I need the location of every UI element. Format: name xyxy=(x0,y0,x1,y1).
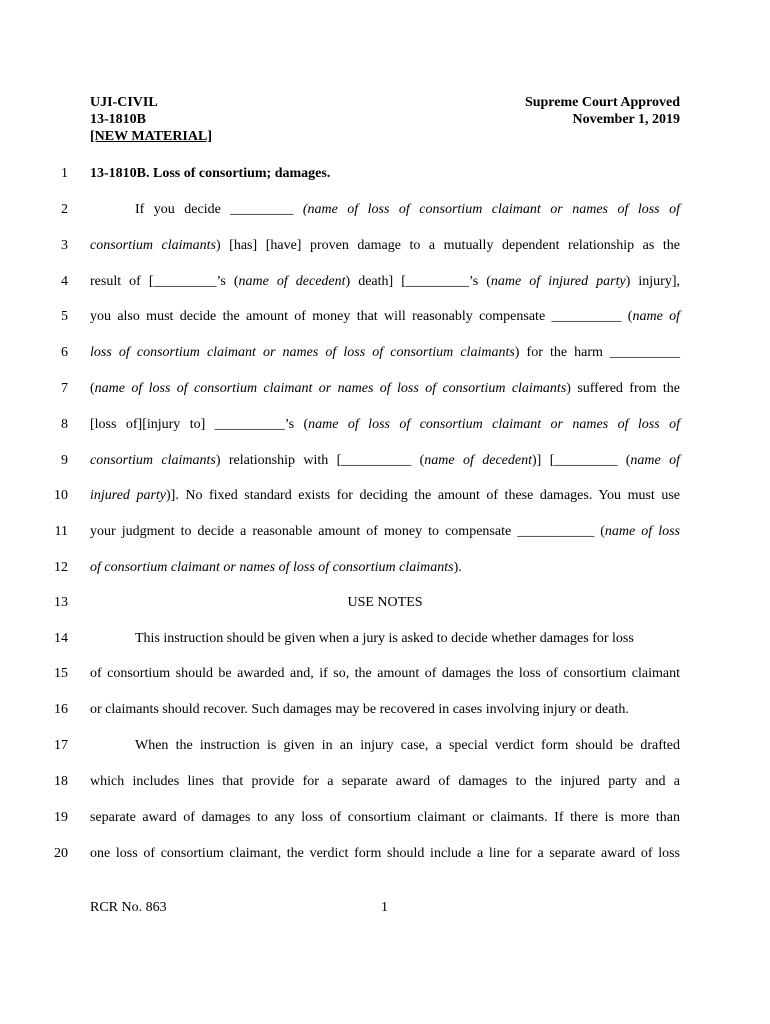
text-segment: ). xyxy=(453,560,462,575)
line-19 xyxy=(0,808,770,828)
line-number: 12 xyxy=(54,560,68,575)
text-segment: ) death] [_________’s ( xyxy=(345,274,491,289)
line-number: 13 xyxy=(54,595,68,610)
line-15 xyxy=(0,664,770,684)
line-text xyxy=(90,379,680,399)
italic-text: name of decedent xyxy=(238,274,346,289)
header-left xyxy=(90,94,212,145)
line-text xyxy=(90,664,680,684)
text-segment: If you decide _________ xyxy=(135,202,303,217)
line-number: 4 xyxy=(61,274,68,289)
line-number: 16 xyxy=(54,702,68,717)
line-number: 9 xyxy=(61,453,68,468)
text-segment: one loss of consortium claimant, the verdict form should include a line for a separate award of loss xyxy=(90,846,680,861)
italic-text: (name of loss of consortium claimant or names of loss of xyxy=(302,202,680,217)
line-number: 5 xyxy=(61,309,68,324)
line-text xyxy=(90,415,680,435)
italic-text: loss of consortium claimant or names of loss of consortium claimants xyxy=(90,345,515,360)
text-segment: This instruction should be given when a jury is asked to decide whether damages for loss xyxy=(135,631,634,646)
line-text xyxy=(90,307,680,327)
line-text xyxy=(90,808,680,828)
text-segment: 13-1810B. Loss of consortium; damages. xyxy=(90,166,331,181)
line-20 xyxy=(0,844,770,864)
italic-text: name of xyxy=(632,309,680,324)
italic-text: name of xyxy=(630,453,680,468)
italic-text: name of decedent xyxy=(424,453,532,468)
line-1 xyxy=(0,164,770,184)
text-segment: of consortium should be awarded and, if so, the amount of damages the loss of consortium claimant xyxy=(90,666,680,681)
rcr-number: RCR No. 863 xyxy=(90,900,167,915)
header-material: [NEW MATERIAL] xyxy=(90,129,212,144)
line-16 xyxy=(0,700,770,720)
italic-text: of consortium claimant or names of loss of consortium claimants xyxy=(90,560,454,575)
line-number: 3 xyxy=(61,238,68,253)
line-14 xyxy=(0,629,770,649)
line-13 xyxy=(0,593,770,613)
text-segment: ) [has] [have] proven damage to a mutually dependent relationship as the xyxy=(215,238,680,253)
line-number: 14 xyxy=(54,631,68,646)
text-segment: separate award of damages to any loss of consortium claimant or claimants. If there is more than xyxy=(90,810,680,825)
italic-text: name of loss of consortium claimant or names of loss of xyxy=(308,417,681,432)
line-number: 8 xyxy=(61,417,68,432)
line-text xyxy=(90,558,680,578)
line-text xyxy=(90,700,680,720)
line-11 xyxy=(0,522,770,542)
page-number: 1 xyxy=(381,900,388,915)
text-segment: ( xyxy=(90,381,95,396)
line-number: 10 xyxy=(54,488,68,503)
text-segment: )] [_________ ( xyxy=(532,453,631,468)
header-right xyxy=(525,94,680,128)
text-segment: [loss of][injury to] __________’s ( xyxy=(90,417,309,432)
line-10 xyxy=(0,486,770,506)
approval-title: Supreme Court Approved xyxy=(524,95,680,110)
line-number: 20 xyxy=(54,846,68,861)
italic-text: consortium claimants xyxy=(90,453,216,468)
line-text xyxy=(90,486,680,506)
line-17 xyxy=(0,736,770,756)
line-number: 2 xyxy=(61,202,68,217)
line-number: 1 xyxy=(61,166,68,181)
line-number: 17 xyxy=(54,738,68,753)
line-3 xyxy=(0,236,770,256)
line-text xyxy=(90,736,680,756)
italic-text: consortium claimants xyxy=(90,238,216,253)
text-segment: ) relationship with [__________ ( xyxy=(215,453,425,468)
line-text xyxy=(90,844,680,864)
line-number: 11 xyxy=(54,524,68,539)
line-6 xyxy=(0,343,770,363)
header-number: 13-1810B xyxy=(90,112,146,127)
line-text xyxy=(90,522,680,542)
text-segment: ) suffered from the xyxy=(566,381,680,396)
line-12 xyxy=(0,558,770,578)
text-segment: When the instruction is given in an injury case, a special verdict form should be drafted xyxy=(135,738,680,753)
italic-text: name of loss xyxy=(604,524,681,539)
italic-text: name of injured party xyxy=(490,274,626,289)
text-segment: your judgment to decide a reasonable amount of money to compensate ___________ ( xyxy=(90,524,605,539)
line-number: 6 xyxy=(61,345,68,360)
text-segment: or claimants should recover. Such damages may be recovered in cases involving injury or death. xyxy=(90,702,629,717)
text-segment: ) for the harm __________ xyxy=(514,345,680,360)
line-2 xyxy=(0,200,770,220)
approval-date: November 1, 2019 xyxy=(572,112,680,127)
text-segment: which includes lines that provide for a separate award of damages to the injured party and a xyxy=(90,774,680,789)
line-8 xyxy=(0,415,770,435)
line-number: 15 xyxy=(54,666,68,681)
text-segment: USE NOTES xyxy=(347,595,423,610)
italic-text: name of loss of consortium claimant or names of loss of consortium claimants xyxy=(94,381,567,396)
line-18 xyxy=(0,772,770,792)
text-segment: result of [_________’s ( xyxy=(90,274,239,289)
text-segment: ) injury], xyxy=(625,274,680,289)
line-number: 19 xyxy=(54,810,68,825)
line-7 xyxy=(0,379,770,399)
line-text xyxy=(90,593,680,613)
line-text xyxy=(90,236,680,256)
line-number: 7 xyxy=(61,381,68,396)
line-text xyxy=(90,200,680,220)
line-text xyxy=(90,772,680,792)
line-5 xyxy=(0,307,770,327)
text-segment: you also must decide the amount of money that will reasonably compensate __________ ( xyxy=(90,309,633,324)
line-4 xyxy=(0,272,770,292)
line-text xyxy=(90,629,680,649)
text-segment: )]. No fixed standard exists for deciding the amount of these damages. You must use xyxy=(166,488,680,503)
line-text xyxy=(90,451,680,471)
italic-text: injured party xyxy=(90,488,166,503)
line-text xyxy=(90,164,680,184)
line-text xyxy=(90,272,680,292)
line-number: 18 xyxy=(54,774,68,789)
line-text xyxy=(90,343,680,363)
header-code: UJI-CIVIL xyxy=(90,95,158,110)
line-9 xyxy=(0,451,770,471)
